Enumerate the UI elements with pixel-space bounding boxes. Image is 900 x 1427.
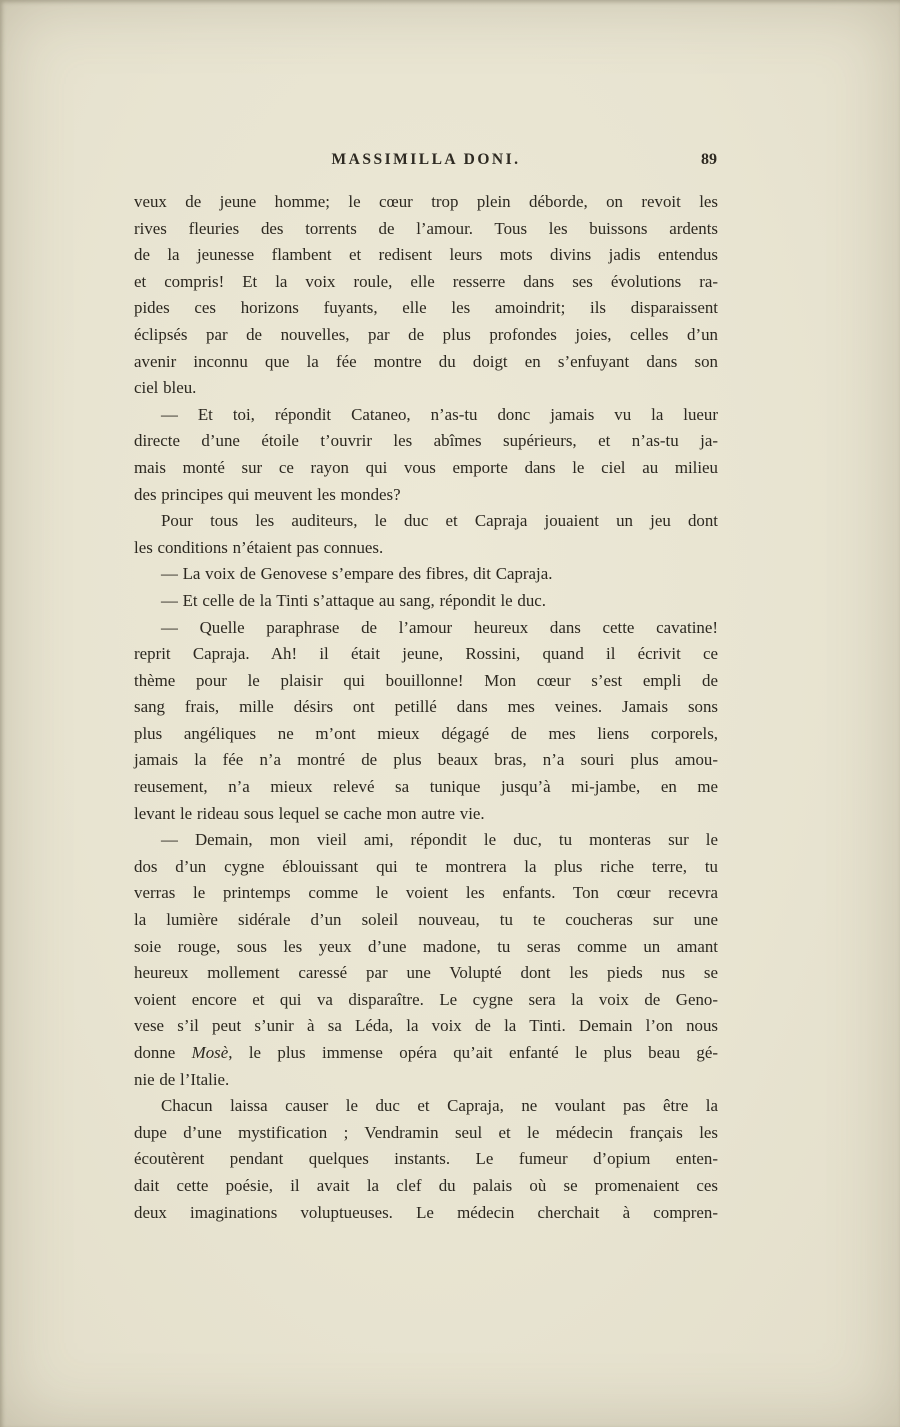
page-number: 89 <box>701 151 717 168</box>
paragraph <box>134 1093 718 1226</box>
text-line: jamais la fée n’a montré de plus beaux bras, n’a souri plus amou- <box>134 750 718 770</box>
text-line: levant le rideau sous lequel se cache mon autre vie. <box>134 803 485 823</box>
text-line: — Demain, mon vieil ami, répondit le duc, tu monteras sur le <box>161 830 718 850</box>
text-line: — La voix de Genovese s’empare des fibres, dit Capraja. <box>161 564 553 584</box>
text-line: directe d’une étoile t’ouvrir les abîmes supérieurs, et n’as-tu ja- <box>134 431 718 451</box>
running-head <box>134 151 718 175</box>
text-line: la lumière sidérale d’un soleil nouveau, tu te coucheras sur une <box>134 910 718 930</box>
running-head-title: MASSIMILLA DONI. <box>331 151 521 168</box>
paragraph <box>134 615 718 828</box>
paragraph <box>134 588 718 615</box>
text-block <box>134 151 718 1226</box>
text-line: rives fleuries des torrents de l’amour. Tous les buissons ardents <box>134 218 718 238</box>
text-segment: donne <box>134 1043 192 1062</box>
text-line: dait cette poésie, il avait la clef du palais où se promenaient ces <box>134 1175 718 1195</box>
paragraph <box>134 561 718 588</box>
text-line: — Et celle de la Tinti s’attaque au sang, répondit le duc. <box>161 590 546 610</box>
text-line: mais monté sur ce rayon qui vous emporte dans le ciel au milieu <box>134 457 718 477</box>
body-text <box>134 189 718 1226</box>
paragraph <box>134 827 718 1093</box>
text-line: dos d’un cygne éblouissant qui te montrera la plus riche terre, tu <box>134 856 718 876</box>
text-line: verras le printemps comme le voient les enfants. Ton cœur recevra <box>134 883 718 903</box>
text-line: vese s’il peut s’unir à sa Léda, la voix de la Tinti. Demain l’on nous <box>134 1016 718 1036</box>
text-line: nie de l’Italie. <box>134 1069 230 1089</box>
paragraph <box>134 508 718 561</box>
text-line: — Et toi, répondit Cataneo, n’as-tu donc jamais vu la lueur <box>161 404 718 424</box>
italic-text: Mosè <box>191 1043 229 1062</box>
text-line: des principes qui meuvent les mondes? <box>134 484 401 504</box>
text-line: thème pour le plaisir qui bouillonne! Mon cœur s’est empli de <box>134 670 718 690</box>
paragraph <box>134 402 718 508</box>
paragraph <box>134 189 718 402</box>
text-line: reprit Capraja. Ah! il était jeune, Rossini, quand il écrivit ce <box>134 644 718 664</box>
text-line: ciel bleu. <box>134 378 197 398</box>
text-line: Pour tous les auditeurs, le duc et Capraja jouaient un jeu dont <box>161 511 718 531</box>
text-line: et compris! Et la voix roule, elle resserre dans ses évolutions ra- <box>134 271 718 291</box>
text-line: reusement, n’a mieux relevé sa tunique jusqu’à mi-jambe, en me <box>134 777 718 797</box>
text-line: Chacun laissa causer le duc et Capraja, ne voulant pas être la <box>161 1096 718 1116</box>
text-line: veux de jeune homme; le cœur trop plein déborde, on revoit les <box>134 192 718 211</box>
text-line: soie rouge, sous les yeux d’une madone, tu seras comme un amant <box>134 936 718 956</box>
text-line: écoutèrent pendant quelques instants. Le fumeur d’opium enten- <box>134 1149 718 1169</box>
text-line: plus angéliques ne m’ont mieux dégagé de mes liens corporels, <box>134 723 718 743</box>
text-line: éclipsés par de nouvelles, par de plus profondes joies, celles d’un <box>134 324 718 344</box>
text-line: sang frais, mille désirs ont petillé dans mes veines. Jamais sons <box>134 697 718 717</box>
text-line: heureux mollement caressé par une Volupté dont les pieds nus se <box>134 963 718 983</box>
text-line: dupe d’une mystification ; Vendramin seul et le médecin français les <box>134 1122 718 1142</box>
text-line <box>134 1040 718 1067</box>
text-line: voient encore et qui va disparaître. Le cygne sera la voix de Geno- <box>134 989 718 1009</box>
text-line: deux imaginations voluptueuses. Le médecin cherchait à compren- <box>134 1202 718 1222</box>
text-segment: , le plus immense opéra qu’ait enfanté le plus beau gé- <box>228 1043 718 1062</box>
text-line: — Quelle paraphrase de l’amour heureux dans cette cavatine! <box>161 617 718 637</box>
text-line: les conditions n’étaient pas connues. <box>134 537 384 557</box>
text-line: pides ces horizons fuyants, elle les amoindrit; ils disparaissent <box>134 298 718 318</box>
text-line: avenir inconnu que la fée montre du doigt en s’enfuyant dans son <box>134 351 718 371</box>
text-line: de la jeunesse flambent et redisent leurs mots divins jadis entendus <box>134 245 718 265</box>
